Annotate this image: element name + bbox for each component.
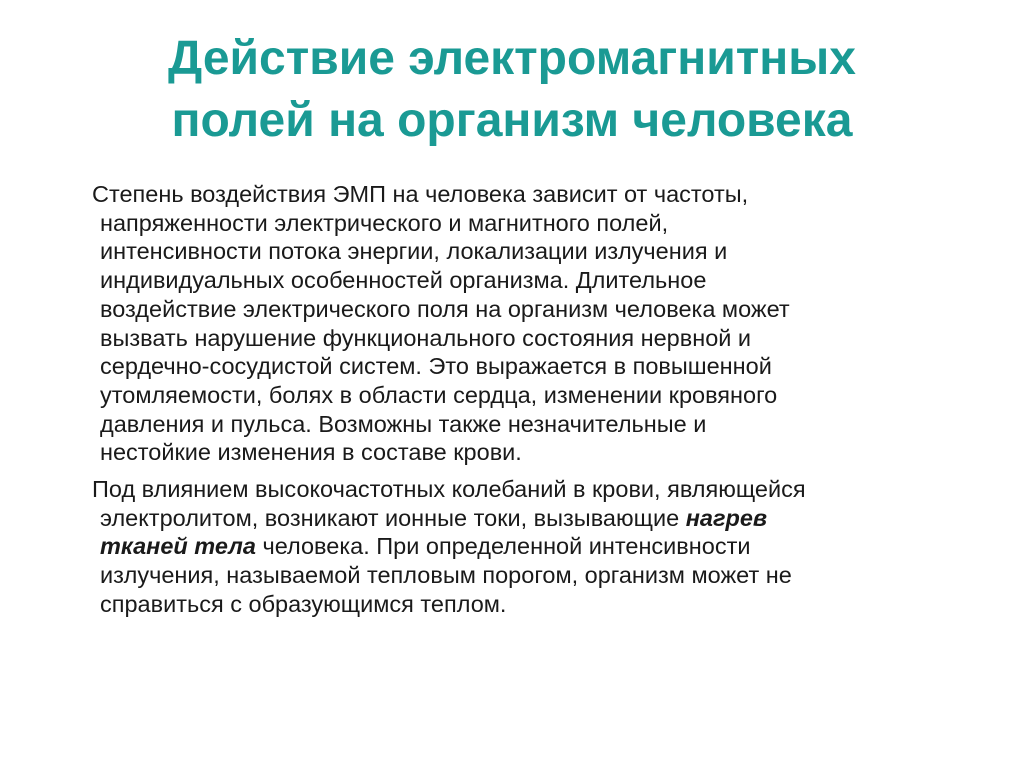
paragraph-1-line: давления и пульса. Возможны также незначительные и bbox=[100, 410, 707, 437]
paragraph-1-line: интенсивности потока энергии, локализации излучения и bbox=[100, 238, 728, 265]
paragraph-2-line bbox=[100, 532, 976, 561]
paragraph-2 bbox=[92, 475, 976, 619]
emphasis-text: нагрев bbox=[685, 504, 768, 531]
paragraph-2-text: электролитом, возникают ионные токи, вызывающие bbox=[100, 504, 686, 531]
slide-title bbox=[0, 28, 1024, 152]
paragraph-1-line: вызвать нарушение функционального состояния нервной и bbox=[100, 324, 752, 351]
emphasis-text: тканей тела bbox=[100, 533, 256, 560]
paragraph-2-text: человека. При определенной интенсивности bbox=[255, 533, 751, 560]
paragraph-1-line: напряженности электрического и магнитного полей, bbox=[100, 209, 669, 236]
slide-body bbox=[92, 180, 976, 627]
paragraph-1-line: индивидуальных особенностей организма. Длительное bbox=[100, 267, 707, 294]
paragraph-1-line: нестойкие изменения в составе крови. bbox=[100, 439, 522, 466]
paragraph-1-line: воздействие электрического поля на организм человека может bbox=[100, 295, 790, 322]
paragraph-1-line: сердечно-сосудистой систем. Это выражается в повышенной bbox=[100, 353, 772, 380]
paragraph-1-line: утомляемости, болях в области сердца, изменении кровяного bbox=[100, 381, 778, 408]
paragraph-2-line bbox=[100, 504, 976, 533]
paragraph-2-line: справиться с образующимся теплом. bbox=[100, 590, 507, 617]
slide-title-line-1: Действие электромагнитных bbox=[168, 32, 856, 85]
paragraph-1-line: Степень воздействия ЭМП на человека зависит от частоты, bbox=[92, 181, 749, 207]
paragraph-2-line: излучения, называемой тепловым порогом, организм может не bbox=[100, 562, 792, 589]
slide-title-line-2: полей на организм человека bbox=[171, 94, 853, 147]
paragraph-2-line: Под влиянием высокочастотных колебаний в крови, являющейся bbox=[92, 476, 806, 503]
paragraph-1 bbox=[92, 180, 976, 467]
